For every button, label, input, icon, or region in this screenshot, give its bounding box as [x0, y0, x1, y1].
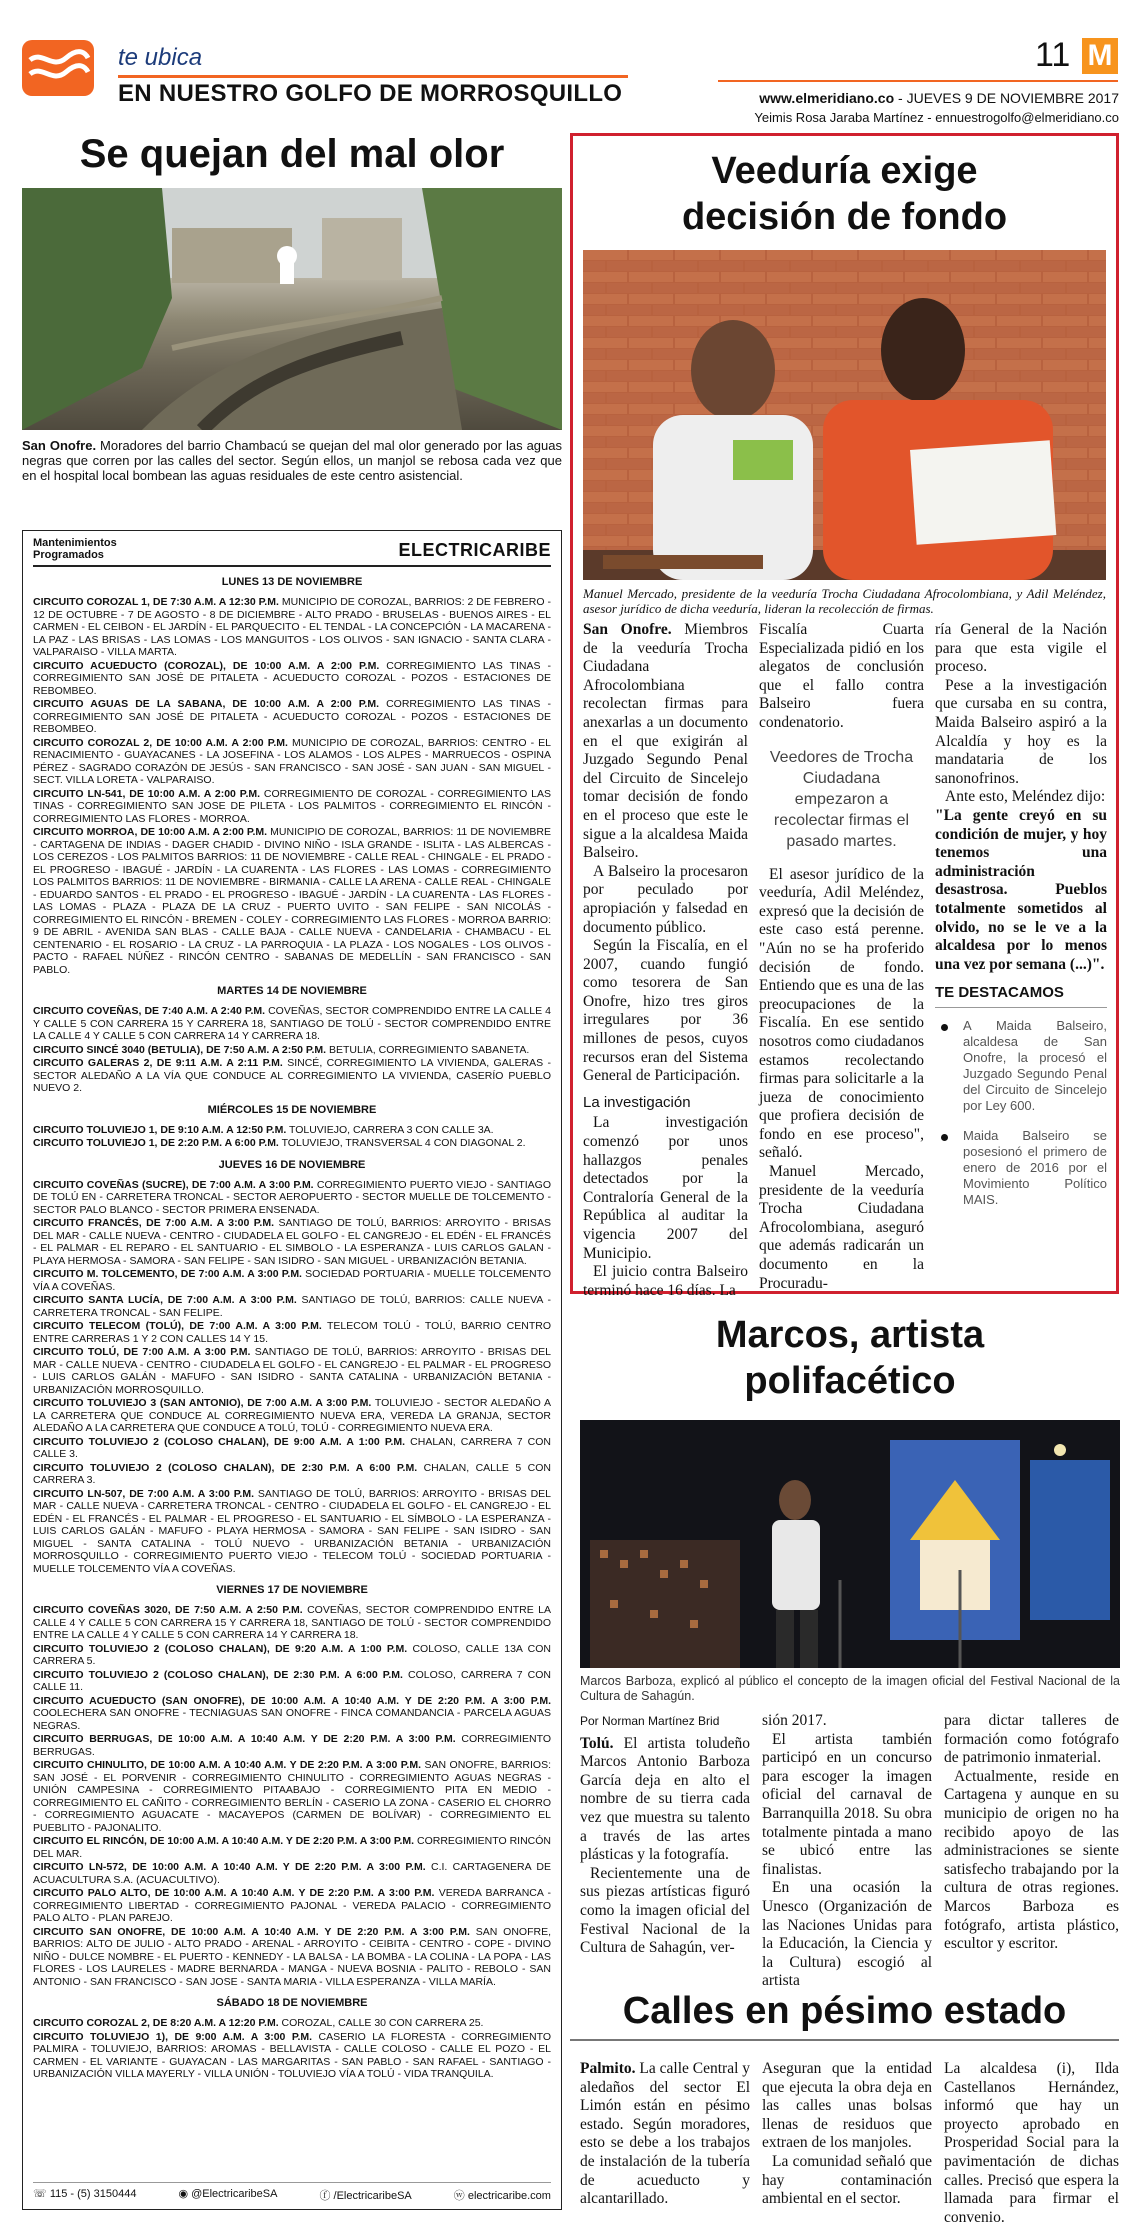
section-logo-icon	[22, 40, 94, 96]
calles-paragraph: Aseguran que la entidad que ejecuta la obra deja en las calles unas bolsas llenas de residuos que extraen de los manjoles.	[762, 2060, 932, 2152]
electricaribe-footer	[33, 2182, 551, 2203]
circuit-areas: COOLECHERA SAN ONOFRE - TECNIAGUAS SAN ONOFRE - FINCA COMANDANCIA - PARCELA AGUAS NEGRAS.	[33, 1707, 551, 1732]
circuit-name: CIRCUITO FRANCÉS, DE 7:00 A.M. A 3:00 P.M.	[33, 1217, 274, 1229]
facebook-icon: ⓕ	[319, 2190, 334, 2202]
circuit-areas: MUNICIPIO DE COROZAL, BARRIOS: 11 DE NOVIEMBRE - CARTAGENA DE INDIAS - DAGER CHADID - DIVINO NIÑO - ISLA GRANDE - ISLITA - LAS ALBERCAS - LOS CEREZOS - LOS PALMITOS BARRIOS: 11 DE NOVIEMBRE - CALLE REAL - CHINGALE - EL PRADO - EL PROGRESO - IBAGUÉ - JARDÍN - LA CUARENTA - LAS FLORES - LAS LOMAS - CORREGIMIENTO LOS PALMITOS BARRIOS: 11 DE NOVIEMBRE - BIRMANIA - CALLE LA ARENA - CALLE REAL - CHINGALE - EDUARDO SANTOS - EL PRADO - EL PROGRESO - IBAGUÉ - JARDÍN - LA CUARENTA - LAS FLORES - LAS LOMAS - PLAZA - PLAZA DE LA CRUZ - PUERTO UVITO - SAN FELIPE - SAN NICOLÁS - CORREGIMIENTO EL RINCÓN - BREMEN - COLEY - CORREGIMIENTO LAS FLORES - MORROA BARRIO: 9 DE ABRIL - AVENIDA SAN BLAS - CALLE BAJA - CALLE NUEVA - CANDELARIA - CHAMBACU - EL CENTENARIO - EL ROSARIO - LA CRUZ - LA PARROQUIA - LA PLAZA - LOS NOGALES - LOS OLIVOS - PACTO - RAFAEL NÚÑEZ - RINCÓN CENTRO - SABANAS DE MEDELLÍN - SAN FRANCISCO - SAN PABLO.	[33, 826, 551, 976]
marcos-byline: Por Norman Martínez Brid	[580, 1714, 720, 1728]
section-kicker: te ubica	[118, 44, 203, 71]
schedule-entry	[33, 1124, 551, 1137]
brand-logo: M	[1082, 38, 1118, 74]
calles-paragraph: La alcaldesa (i), Ilda Castellanos Hernández, informó que hay un proyecto aprobado en Prosperidad Social para la pavimentación de dichas calles. Precisó que espera la llamada para firmar el convenio.	[944, 2060, 1119, 2226]
destacamos-item: A Maida Balseiro, alcaldesa de San Onofre, la procesó el Juzgado Segundo Penal del Circuito de Sincelejo por Ley 600.	[935, 1018, 1107, 1114]
schedule-day-heading: VIERNES 17 DE NOVIEMBRE	[216, 1584, 368, 1596]
schedule-entry	[33, 1604, 551, 1642]
site-url[interactable]: www.elmeridiano.co	[759, 90, 895, 106]
circuit-areas: CHALAN, CALLE 5 CON CARRERA 3.	[33, 1461, 551, 1486]
schedule-entry	[33, 1733, 551, 1758]
schedule-day-heading: MARTES 14 DE NOVIEMBRE	[217, 985, 367, 997]
veeduria-quote: "La gente creyó en su condición de mujer, y hoy tenemos una administración desastrosa. Pueblos totalmente sometidos al olvido, no se le ve a la alcaldesa por lo menos una vez por semana (...)".	[935, 806, 1107, 973]
circuit-name: CIRCUITO COROZAL 2, DE 10:00 A.M. A 2:00 P.M.	[33, 736, 288, 749]
veeduria-paragraph: Pese a la investigación que cursaba en su contra, Maida Balseiro aspiró a la Alcaldía y hoy es la mandataria de los sanonofrinos.	[935, 676, 1107, 787]
circuit-name: CIRCUITO COVEÑAS, DE 7:40 A.M. A 2:40 P.M.	[33, 1005, 266, 1017]
schedule-entry	[33, 1320, 551, 1345]
headline-mal-olor: Se quejan del mal olor	[79, 132, 505, 176]
schedule-entry	[33, 826, 551, 976]
electricaribe-kicker: Mantenimientos Programados	[33, 537, 117, 561]
circuit-name: CIRCUITO BERRUGAS, DE 10:00 A.M. A 10:40 A.M. Y DE 2:20 P.M. A 3:00 P.M.	[33, 1733, 456, 1745]
marcos-paragraph: para dictar talleres de formación como fotógrafo de patrimonio inmaterial.	[944, 1712, 1119, 1767]
veeduria-pull-quote: Veedores de Trocha Ciudadana empezaron a recolectar firmas el pasado martes.	[769, 748, 914, 850]
circuit-areas: TOLUVIEJO - SECTOR ALEDAÑO A LA CARRETERA QUE CONDUCE AL CORREGIMIENTO NUEVA ERA, VEREDA LA GRANJA, SECTOR ALEDAÑO A LA CARRETERA QUE CONDUCE A TOLÚ, TOLÚ - CORREGIMIENTO NUEVA ERA.	[33, 1397, 551, 1434]
schedule-entry	[33, 1488, 551, 1576]
headline-veeduria-line2: decisión de fondo	[681, 196, 1008, 238]
veeduria-col-1	[583, 621, 748, 1300]
calles-place: Palmito.	[580, 2060, 636, 2077]
circuit-name: CIRCUITO TOLUVIEJO 3 (SAN ANTONIO), DE 7:00 A.M. A 3:00 P.M.	[33, 1397, 372, 1409]
schedule-entry	[33, 1643, 551, 1668]
schedule-entry	[33, 1179, 551, 1217]
headline-calles: Calles en pésimo estado	[570, 1990, 1119, 2041]
circuit-areas: BETULIA, CORREGIMIENTO SABANETA.	[326, 1043, 530, 1056]
veeduria-col-2	[759, 621, 924, 1293]
circuit-name: CIRCUITO MORROA, DE 10:00 A.M. A 2:00 P.M.	[33, 826, 268, 838]
circuit-name: CIRCUITO LN-572, DE 10:00 A.M. A 10:40 A.M. Y DE 2:20 P.M. A 3:00 P.M.	[33, 1861, 426, 1873]
schedule-entry	[33, 788, 551, 826]
schedule-day-heading: LUNES 13 DE NOVIEMBRE	[221, 576, 363, 588]
schedule-entry	[33, 1268, 551, 1293]
schedule-body	[33, 576, 551, 2081]
circuit-name: CIRCUITO M. TOLCEMENTO, DE 7:00 A.M. A 3:00 P.M.	[33, 1268, 302, 1280]
section-rule	[118, 75, 628, 78]
circuit-name: CIRCUITO TOLUVIEJO 1, DE 2:20 P.M. A 6:00 P.M.	[33, 1137, 279, 1149]
circuit-areas: COVEÑAS, SECTOR COMPRENDIDO ENTRE LA CALLE 4 Y CALLE 5 CON CARRERA 15 Y CARRERA 18, SANTIAGO DE TOLÚ - SECTOR COMPRENDIDO ENTRE LA CALLE 4 Y CALLE 5 CON CARRERA 14 Y CARRERA 18.	[33, 1005, 551, 1042]
marcos-paragraph: sión 2017.	[762, 1712, 827, 1729]
veeduria-paragraph: Miembros de la veeduría Trocha Ciudadana Afrocolombiana recolectan firmas para anexarlas a un documento en el que exigirán al Juzgado Segundo Penal del Circuito de Sincelejo tomar decisión de fondo en el proceso que este le sigue a la alcaldesa Maida Balseiro.	[583, 621, 748, 862]
circuit-areas: SANTIAGO DE TOLÚ, BARRIOS: ARROYITO - BRISAS DEL MAR - CALLE NUEVA - CENTRO - CIUDADELA EL GOLFO - EL CANGREJO - EL PALMAR - EL PROGRESO - LUIS CARLOS GALÁN - MAFUFO - SAN ISIDRO - SANTA CATALINA - URBANIZACIÓN BETANIA - URBANIZACIÓN MORROSQUILLO.	[33, 1346, 551, 1396]
web-icon: ⓦ	[453, 2190, 468, 2202]
circuit-name: CIRCUITO TOLUVIEJO 1), DE 9:00 A.M. A 3:00 P.M.	[33, 2030, 313, 2043]
veeduria-paragraph: Ante esto, Meléndez dijo:	[945, 788, 1106, 806]
circuit-name: CIRCUITO COROZAL 2, DE 8:20 A.M. A 12:20 P.M.	[33, 2017, 279, 2029]
circuit-name: CIRCUITO SANTA LUCÍA, DE 7:00 A.M. A 3:00 P.M.	[33, 1294, 297, 1306]
circuit-name: CIRCUITO SAN ONOFRE, DE 10:00 A.M. A 10:40 A.M. Y DE 2:20 P.M. A 3:00 P.M.	[33, 1925, 470, 1938]
marcos-paragraph: Recientemente una de sus piezas artísticas figuró como la imagen oficial del Festival Nacional de la Cultura de Sahagún, ver-	[580, 1864, 750, 1957]
circuit-areas: CASERIO LA FLORESTA - CORREGIMIENTO PALMIRA - TOLUVIEJO, BARRIOS: AROMAS - BELLAVISTA - CALLE COLOSO - CALLE EL POZO - EL CARMEN - EL VARIANTE - GUAYACAN - LAS MARGARITAS - SAN PABLO - SAN RAFAEL - SANTIAGO - URBANIZACIÓN VILLA MAYERLY - VILLA UNIÓN - TOLUVIEJO VÍA A TOLÚ - VIDA TRANQUILA.	[33, 2030, 551, 2080]
schedule-entry	[33, 1669, 551, 1694]
marcos-paragraph: En una ocasión la Unesco (Organización de las Naciones Unidas para la Educación, la Ciencia y la Cultura) escogió al artista	[762, 1879, 932, 1990]
footer-web[interactable]: ⓦ electricaribe.com	[453, 2190, 551, 2202]
schedule-entry	[33, 1057, 551, 1095]
electricaribe-brand: ELECTRICARIBE	[398, 540, 551, 560]
veeduria-paragraph: Fiscalía Cuarta Especializada pidió en los alegatos de conclusión que el fallo contra Balseiro fuera condenatorio.	[759, 621, 924, 731]
phone-icon: ☏	[33, 2188, 50, 2200]
schedule-day-heading: SÁBADO 18 DE NOVIEMBRE	[216, 1997, 368, 2009]
destacamos-title: TE DESTACAMOS	[935, 984, 1107, 1008]
circuit-name: CIRCUITO TOLUVIEJO 2 (COLOSO CHALAN), DE 9:00 A.M. A 1:00 P.M.	[33, 1435, 406, 1448]
veeduria-caption: Manuel Mercado, presidente de la veeduría Trocha Ciudadana Afrocolombiana, y Adil Meléndez, asesor jurídico de dicha veeduría, lideran la recolección de firmas.	[583, 586, 1106, 616]
circuit-areas: COVEÑAS, SECTOR COMPRENDIDO ENTRE LA CALLE 4 Y CALLE 5 CON CARRERA 15 Y CARRERA 18, SANTIAGO DE TOLÚ - SECTOR COMPRENDIDO ENTRE LA CALLE 4 Y CALLE 5 CON CARRERA 14 Y CARRERA 18.	[33, 1604, 551, 1641]
marcos-col-3	[944, 1712, 1119, 1954]
schedule-entry	[33, 596, 551, 659]
marcos-place: Tolú.	[580, 1734, 614, 1752]
author-line: Yeimis Rosa Jaraba Martínez - ennuestrogolfo@elmeridiano.co	[754, 110, 1119, 125]
calles-col-3	[944, 2060, 1119, 2227]
circuit-areas: COLOSO, CALLE 13A CON CARRERA 5.	[33, 1642, 551, 1667]
schedule-entry	[33, 698, 551, 736]
veeduria-paragraph: ría General de la Nación para que esta vigile el proceso.	[935, 621, 1107, 676]
calles-paragraph: La calle Central y aledaños del sector El Limón están en pésimo estado. Según moradores, esto se debe a los trabajos de instalación de la tubería de acueducto y alcantarillado.	[580, 2060, 751, 2208]
circuit-name: CIRCUITO CHINULITO, DE 10:00 A.M. A 10:40 A.M. Y DE 2:20 P.M. A 3:00 P.M.	[33, 1759, 422, 1771]
twitter-icon: ◉	[178, 2188, 192, 2200]
circuit-name: CIRCUITO AGUAS DE LA SABANA, DE 10:00 A.M. A 2:00 P.M.	[33, 698, 380, 710]
schedule-entry	[33, 660, 551, 698]
circuit-name: CIRCUITO EL RINCÓN, DE 10:00 A.M. A 10:40 A.M. Y DE 2:20 P.M. A 3:00 P.M.	[33, 1835, 415, 1847]
schedule-entry	[33, 1835, 551, 1860]
headline-marcos-line1: Marcos, artista	[715, 1314, 985, 1356]
circuit-name: CIRCUITO LN-507, DE 7:00 A.M. A 3:00 P.M.	[33, 1487, 254, 1500]
marcos-paragraph: El artista toludeño Marcos Antonio Barboza García deja en alto el nombre de su tierra cada vez que muestra su talento a través de las artes plásticas y la fotografía.	[580, 1734, 750, 1864]
circuit-name: CIRCUITO PALO ALTO, DE 10:00 A.M. A 10:40 A.M. Y DE 2:20 P.M. A 3:00 P.M.	[33, 1887, 435, 1899]
veeduria-subhead: La investigación	[583, 1093, 691, 1111]
schedule-entry	[33, 1926, 551, 1989]
headline-marcos	[580, 1312, 1120, 1404]
circuit-areas: SAN ONOFRE, BARRIOS: SAN JOSÉ - EL PORVENIR - CORREGIMIENTO CHINULITO - CORREGIMIENTO AGUAS NEGRAS - UNIÓN CAMPESINA - CORREGIMIENTO PITAABAJO - CORREGIMIENTO PITA EN MEDIO - CORREGIMIENTO EL CAÑITO - CORREGIMIENTO BERLÍN - CASERIO LA ZONA - CASERIO EL CHORRO - CORREGIMIENTO AGUACATE - MACAYEPOS (CARMEN DE BOLÍVAR) - CORREGIMIENTO EL PUEBLITO - PAJONALITO.	[33, 1759, 551, 1834]
section-title: EN NUESTRO GOLFO DE MORROSQUILLO	[118, 80, 623, 107]
marcos-col-2	[762, 1712, 932, 1991]
circuit-name: CIRCUITO GALERAS 2, DE 9:11 A.M. A 2:11 P.M.	[33, 1057, 283, 1069]
veeduria-story-box	[570, 133, 1119, 1299]
veeduria-paragraph: A Balseiro la procesaron por peculado por apropiación y falsedad en documento público.	[583, 862, 748, 936]
olor-caption-text: Moradores del barrio Chambacú se quejan del mal olor generado por las aguas negras que corren por las calles del sector. Según ellos, un manjol se rebosa cada vez que en el hospital local bombean las aguas residuales de este centro asistencial.	[22, 438, 562, 483]
circuit-areas: CORREGIMIENTO RINCÓN DEL MAR.	[33, 1835, 551, 1860]
circuit-areas: TELECOM TOLÚ - TOLÚ, BARRIO CENTRO ENTRE CARRERAS 1 Y 2 CON CALLES 14 Y 15.	[33, 1320, 551, 1345]
page-number: 11	[1035, 36, 1071, 74]
schedule-entry	[33, 2031, 551, 2081]
calles-paragraph: La comunidad señaló que hay contaminación ambiental en el sector.	[762, 2152, 932, 2208]
circuit-name: CIRCUITO TELECOM (TOLÚ), DE 7:00 A.M. A 3:00 P.M.	[33, 1320, 322, 1332]
circuit-name: CIRCUITO COVEÑAS (SUCRE), DE 7:00 A.M. A 3:00 P.M.	[33, 1178, 314, 1191]
schedule-entry	[33, 1887, 551, 1925]
circuit-areas: VEREDA BARRANCA - CORREGIMIENTO LIBERTAD - CORREGIMIENTO PAJONAL - VEREDA PALACIO - CORREGIMIENTO PALO ALTO - PLAN PAREJO.	[33, 1887, 551, 1924]
circuit-areas: COROZAL, CALLE 30 CON CARRERA 25.	[278, 2017, 484, 2029]
calles-col-2	[762, 2060, 932, 2209]
footer-phone[interactable]: ☏ 115 - (5) 3150444	[33, 2188, 137, 2200]
circuit-name: CIRCUITO TOLÚ, DE 7:00 A.M. A 3:00 P.M.	[33, 1346, 251, 1358]
circuit-areas: CHALAN, CARRERA 7 CON CALLE 3.	[33, 1435, 551, 1460]
circuit-name: CIRCUITO TOLUVIEJO 1, DE 9:10 A.M. A 12:50 P.M.	[33, 1123, 287, 1136]
circuit-areas: CORREGIMIENTO LAS TINAS - CORREGIMIENTO SAN JOSÉ DE PITALETA - ACUEDUCTO COROZAL - POZOS - ESTACIONES DE REBOMBEO.	[33, 698, 551, 735]
circuit-areas: COLOSO, CARRERA 7 CON CALLE 11.	[33, 1668, 551, 1693]
circuit-name: CIRCUITO SINCÉ 3040 (BETULIA), DE 7:50 A.M. A 2:50 P.M.	[33, 1043, 327, 1056]
marcos-caption: Marcos Barboza, explicó al público el concepto de la imagen oficial del Festival Nacional de la Cultura de Sahagún.	[580, 1674, 1120, 1703]
circuit-name: CIRCUITO ACUEDUCTO (SAN ONOFRE), DE 10:00 A.M. A 10:40 A.M. Y DE 2:20 P.M. A 3:00 P.M.	[33, 1694, 551, 1707]
circuit-name: CIRCUITO COROZAL 1, DE 7:30 A.M. A 12:30 P.M.	[33, 596, 279, 608]
footer-facebook[interactable]: ⓕ /ElectricaribeSA	[319, 2190, 412, 2202]
veeduria-col-3	[935, 621, 1107, 1222]
veeduria-paragraph: El juicio contra Balseiro terminó hace 16 días. La	[583, 1263, 748, 1299]
schedule-entry	[33, 1397, 551, 1435]
schedule-entry	[33, 1044, 551, 1057]
photo-marcos-barboza	[580, 1420, 1120, 1668]
marcos-paragraph: El artista también participó en un concurso para escoger la imagen oficial del carnaval de Barranquilla 2018. Su obra totalmente pintada a mano se ubicó entre las finalistas.	[762, 1730, 932, 1878]
photo-veeduria-leaders	[583, 250, 1106, 580]
headline-veeduria	[573, 148, 1116, 240]
circuit-areas: C.I. CARTAGENERA DE ACUACULTURA S.A. (ACUACULTIVO).	[33, 1861, 551, 1886]
veeduria-paragraph: Manuel Mercado, presidente de la veeduría Trocha Ciudadana Afrocolombiana, aseguró que además radicarán un documento en la Procuradu-	[759, 1163, 924, 1292]
schedule-entry	[33, 2017, 551, 2030]
schedule-day-heading: JUEVES 16 DE NOVIEMBRE	[218, 1158, 366, 1171]
circuit-name: CIRCUITO LN-541, DE 10:00 A.M. A 2:00 P.M.	[33, 787, 261, 800]
header-rule	[718, 80, 1118, 82]
circuit-areas: SANTIAGO DE TOLÚ, BARRIOS: CALLE NUEVA - CARRETERA TRONCAL - SAN FELIPE.	[33, 1294, 551, 1319]
circuit-name: CIRCUITO ACUEDUCTO (COROZAL), DE 10:00 A.M. A 2:00 P.M.	[33, 659, 380, 672]
schedule-entry	[33, 1695, 551, 1733]
circuit-areas: CORREGIMIENTO LAS TINAS - CORREGIMIENTO SAN JOSÉ DE PITALETA - ACUEDUCTO COROZAL - POZOS - ESTACIONES DE REBOMBEO.	[33, 659, 551, 697]
circuit-name: CIRCUITO TOLUVIEJO 2 (COLOSO CHALAN), DE 9:20 A.M. A 1:00 P.M.	[33, 1642, 408, 1655]
schedule-entry	[33, 1861, 551, 1886]
schedule-entry	[33, 1462, 551, 1487]
olor-caption-place: San Onofre.	[22, 438, 97, 453]
electricaribe-notice	[22, 530, 562, 2210]
site-date-line	[759, 90, 1119, 106]
circuit-areas: MUNICIPIO DE COROZAL, BARRIOS: CENTRO - EL RENACIMIENTO - GUAYACANES - LA JOSEFINA - LOS ALAMOS - LOS ALPES - MARRUECOS - OSPINA PÉREZ - SAGRADO CORAZÓN DE JESÚS - SAN FRANCISCO - SAN JOSÉ - SAN JUAN - SAN MIGUEL - SECT. VILLA LORETA - VALPARAISO.	[33, 736, 551, 786]
section-logo	[22, 40, 94, 96]
circuit-name: CIRCUITO TOLUVIEJO 2 (COLOSO CHALAN), DE 2:30 P.M. A 6:00 P.M.	[33, 1461, 418, 1474]
photo-street-sewage	[22, 188, 562, 430]
schedule-entry	[33, 1294, 551, 1319]
schedule-entry	[33, 1137, 551, 1150]
schedule-entry	[33, 1436, 551, 1461]
schedule-entry	[33, 1346, 551, 1396]
veeduria-paragraph: Según la Fiscalía, en el 2007, cuando fungió como tesorera de San Onofre, hizo tres giros irregulares por 36 millones de pesos, cuyos recursos eran del Sistema General de Participación.	[583, 937, 748, 1085]
headline-marcos-line2: polifacético	[744, 1360, 956, 1402]
circuit-areas: SOCIEDAD PORTUARIA - MUELLE TOLCEMENTO VÍA A COVEÑAS.	[33, 1268, 551, 1293]
schedule-entry	[33, 1217, 551, 1267]
schedule-entry	[33, 1759, 551, 1834]
circuit-areas: SINCÉ, CORREGIMIENTO LA VIVIENDA, GALERAS - SECTOR ALEDAÑO A LA VÍA QUE CONDUCE AL CORREGIMIENTO LA VIVIENDA, CASERÍO PUEBLO NUEVO 2.	[33, 1057, 552, 1094]
circuit-areas: TOLUVIEJO, TRANSVERSAL 4 CON DIAGONAL 2.	[278, 1137, 526, 1149]
marcos-paragraph: Actualmente, reside en Cartagena y aunque en su municipio de origen no ha recibido apoyo de las administraciones se siente satisfecho trabajando por la cultura de otras regiones. Marcos Barboza es fotógrafo, artista plástico, escultor y escritor.	[944, 1767, 1119, 1953]
olor-caption	[22, 438, 562, 483]
circuit-name: CIRCUITO TOLUVIEJO 2 (COLOSO CHALAN), DE 2:30 P.M. A 6:00 P.M.	[33, 1668, 403, 1681]
destacamos-item: Maida Balseiro se posesionó el primero de enero de 2016 por el Movimiento Político MAIS.	[935, 1128, 1107, 1208]
schedule-entry	[33, 1005, 551, 1043]
circuit-areas: MUNICIPIO DE COROZAL, BARRIOS: 2 DE FEBRERO - 12 DE OCTUBRE - 7 DE AGOSTO - 8 DE DICIEMBRE - ALTO PRADO - BRUSELAS - BUENOS AIRES - EL CARMEN - EL CEIBON - EL JARDÍN - EL PARQUECITO - EL TENDAL - LA CONCEPCIÓN - LA MACARENA - LA PAZ - LAS BRISAS - LAS LOMAS - LOS MANGUITOS - LOS OLIVOS - SAN IGNACIO - SANTA CLARA - VALPARAISO - VILLA MARTA.	[33, 596, 552, 658]
veeduria-place: San Onofre.	[583, 621, 672, 638]
circuit-areas: SAN ONOFRE, BARRIOS: ALTO DE JULIO - ALTO PRADO - ARENAL - ARROYITO - CEIBITA - CENTRO - COPE - DIVINO NIÑO - DULCE NOMBRE - EL PUERTO - KENNEDY - LA BALSA - LA BOMBA - LA COLINA - LA POPA - LAS FLORES - LOS LAURELES - MADRE BERNARDA - MANGA - NUEVA BOSNIA - PALITO - REBOLO - SAN ANTONIO - SAN FRANCISCO - SAN JOSE - SANTA MARIA - VILLA ESPERANZA - VILLA MARÍA.	[33, 1925, 551, 1988]
headline-veeduria-line1: Veeduría exige	[711, 150, 978, 192]
circuit-areas: CORREGIMIENTO DE COROZAL - CORREGIMIENTO LAS TINAS - CORREGIMIENTO SAN JOSE DE PILETA - LOS PALMITOS - CORREGIMIENTO EL RINCÓN - CORREGIMIENTO LAS FLORES - MORROA.	[33, 787, 551, 825]
veeduria-paragraph: La investigación comenzó por unos hallazgos penales detectados por la Contraloría General de la República al auditar la vigencia 2007 del Municipio.	[583, 1114, 748, 1262]
circuit-areas: SANTIAGO DE TOLÚ, BARRIOS: ARROYITO - BRISAS DEL MAR - CALLE NUEVA - CARRETERA TRONCAL - CENTRO - CIUDADELA EL GOLFO - EL CANGREJO - EL EDÉN - EL FRANCÉS - EL PALMAR - EL PROGRESO - EL SANTUARIO - EL SÍMBOLO - LA ESPERANZA - LUIS CARLOS GALÁN - MAFUFO - PLAYA HERMOSA - SAMORA - SAN FELIPE - SAN ISIDRO - SAN MIGUEL - SANTA CATALINA - TOLÚ NUEVO - URBANIZACIÓN BETANIA - URBANIZACIÓN MORROSQUILLO - CORREGIMIENTO PUERTO VIEJO - TELECOM TOLÚ - SOCIEDAD PORTUARIA - MUELLE TOLCEMENTO VÍA A COVEÑAS.	[33, 1487, 551, 1575]
circuit-name: CIRCUITO COVEÑAS 3020, DE 7:50 A.M. A 2:50 P.M.	[33, 1604, 303, 1616]
marcos-col-1	[580, 1712, 750, 1958]
footer-twitter[interactable]: ◉ @ElectricaribeSA	[178, 2188, 278, 2200]
circuit-areas: CORREGIMIENTO PUERTO VIEJO - SANTIAGO DE TOLÚ EN - CARRETERA TRONCAL - SECTOR AEROPUERTO - SECTOR MUELLE DE TOLCEMENTO - SECTOR PALO BLANCO - SECTOR PRIMERA ENSENADA.	[33, 1178, 551, 1216]
calles-col-1	[580, 2060, 750, 2209]
circuit-areas: TOLUVIEJO, CARRERA 3 CON CALLE 3A.	[286, 1123, 494, 1136]
veeduria-paragraph: El asesor jurídico de la veeduría, Adil Meléndez, expresó que la decisión de este caso está perenne. "Aún no se ha proferido decisión de fondo. Entiendo que es una de las preocupaciones de la Fiscalía. En ese sentido nosotros como ciudadanos estamos recolectando firmas para solicitarle a la jueza de conocimiento que profiera decisión de fondo en ese proceso", señaló.	[759, 865, 924, 1162]
circuit-areas: SANTIAGO DE TOLÚ, BARRIOS: ARROYITO - BRISAS DEL MAR - CALLE NUEVA - CENTRO - CIUDADELA EL GOLFO - EL CANGREJO - EL EDÉN - EL FRANCÉS - EL PALMAR - EL REPARO - EL SANTUARIO - EL SIMBOLO - LA ESPERANZA - LUIS CARLOS GALAN - PLAYA HERMOSA - SAMORA - SAN FELIPE - SAN ISIDRO - SAN MIGUEL - URBANIZACIÓN BETANIA.	[33, 1217, 551, 1267]
issue-date: - JUEVES 9 DE NOVIEMBRE 2017	[894, 90, 1119, 106]
schedule-entry	[33, 737, 551, 787]
schedule-day-heading: MIÉRCOLES 15 DE NOVIEMBRE	[207, 1103, 377, 1116]
circuit-areas: CORREGIMIENTO BERRUGAS.	[33, 1733, 552, 1758]
